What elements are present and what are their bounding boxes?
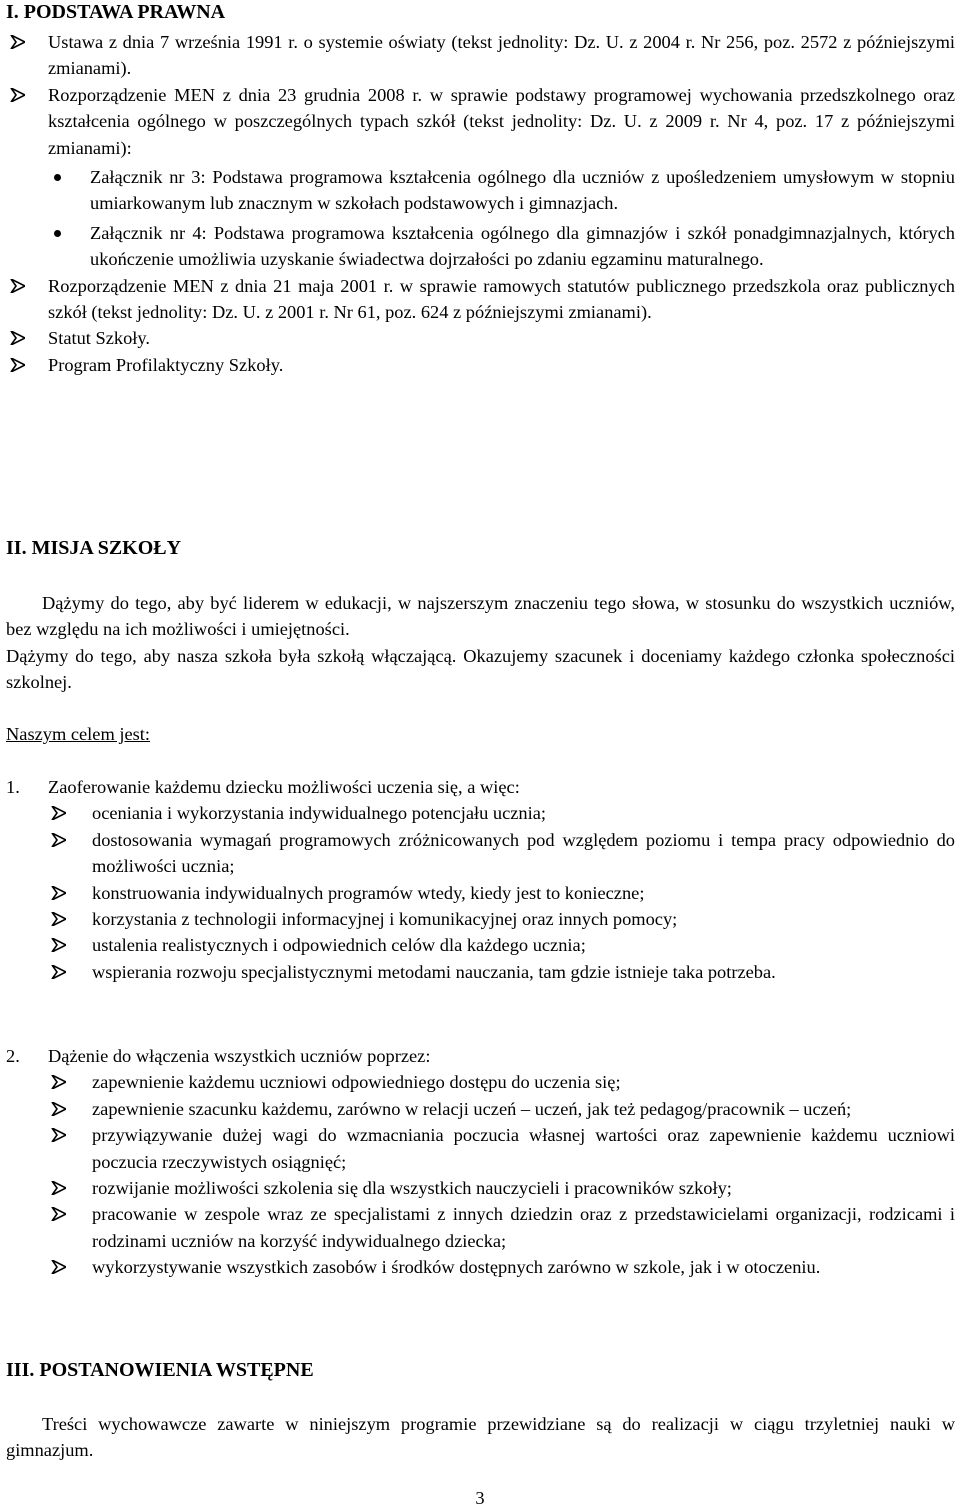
section-heading-preliminary-provisions: III. POSTANOWIENIA WSTĘPNE — [6, 1359, 314, 1381]
arrowhead-icon — [51, 886, 66, 900]
disc-icon — [54, 230, 61, 237]
list-item — [6, 1122, 955, 1175]
arrowhead-icon — [10, 35, 25, 49]
list-item — [6, 29, 955, 82]
arrowhead-icon — [51, 806, 66, 820]
list-item — [6, 325, 955, 351]
list-item-text: ustalenia realistycznych i odpowiednich celów dla każdego ucznia; — [92, 935, 586, 956]
goal-title-row — [6, 1043, 955, 1069]
arrowhead-icon — [51, 1181, 66, 1195]
goal-item-2 — [6, 1043, 955, 1281]
arrowhead-icon — [51, 1075, 66, 1089]
list-item — [6, 1069, 955, 1095]
list-item-text: oceniania i wykorzystania indywidualnego potencjału ucznia; — [92, 803, 546, 824]
section-heading-legal-basis: I. PODSTAWA PRAWNA — [6, 1, 226, 23]
goal-item-1 — [6, 774, 955, 985]
list-item — [6, 352, 955, 378]
sub-list-item-text: Załącznik nr 4: Podstawa programowa kształcenia ogólnego dla gimnazjów i szkół ponadgimnazjalnych, których ukończenie umożliwia uzyskanie świadectwa dojrzałości po zdaniu egzaminu maturalnego. — [90, 222, 955, 270]
goal-number: 1. — [6, 777, 20, 797]
arrowhead-icon — [51, 1128, 66, 1142]
goal-title-row — [6, 774, 955, 800]
arrowhead-icon — [51, 1102, 66, 1116]
paragraph: Dążymy do tego, aby być liderem w edukacji, w najszerszym znaczeniu tego słowa, w stosunku do wszystkich uczniów, bez względu na ich możliwości i umiejętności. — [6, 593, 955, 640]
list-item — [6, 959, 955, 985]
list-item-text: przywiązywanie dużej wagi do wzmacniania poczucia własnej wartości oraz zapewnienie każdemu uczniowi poczucia rzeczywistych osiągnięć; — [92, 1125, 955, 1172]
list-item-text: korzystania z technologii informacyjnej i komunikacyjnej oraz innych pomocy; — [92, 909, 678, 930]
sub-list-item — [6, 220, 955, 273]
paragraph: Dążymy do tego, aby nasza szkoła była szkołą włączającą. Okazujemy szacunek i doceniamy każdego członka społeczności szkolnej. — [6, 645, 955, 693]
arrowhead-icon — [51, 965, 66, 979]
list-item-text: dostosowania wymagań programowych zróżnicowanych pod względem poziomu i tempa pracy odpowiednio do możliwości ucznia; — [92, 829, 955, 877]
arrowhead-icon — [51, 938, 66, 952]
list-item — [6, 1096, 955, 1122]
sub-list-item — [6, 164, 955, 217]
arrowhead-icon — [51, 1260, 66, 1274]
list-item — [6, 82, 955, 161]
list-item-text: Program Profilaktyczny Szkoły. — [48, 354, 284, 375]
list-item-text: Statut Szkoły. — [48, 328, 151, 349]
paragraph: Treści wychowawcze zawarte w niniejszym programie przewidziane są do realizacji w ciągu trzyletniej nauki w gimnazjum. — [6, 1414, 955, 1461]
list-item-text: Rozporządzenie MEN z dnia 21 maja 2001 r. w sprawie ramowych statutów publicznego przedszkola oraz publicznych szkół (tekst jednolity: Dz. U. z 2001 r. Nr 61, poz. 624 z późniejszymi zmianami). — [48, 275, 955, 323]
section-heading-mission: II. MISJA SZKOŁY — [6, 537, 182, 559]
list-item-text: pracowanie w zespole wraz ze specjalistami z innych dziedzin oraz z przedstawicielami organizacji, rodzicami i rodzinami uczniów na korzyść indywidualnego dziecka; — [92, 1204, 955, 1251]
list-item-text: Rozporządzenie MEN z dnia 23 grudnia 2008 r. w sprawie podstawy programowej wychowania przedszkolnego oraz kształcenia ogólnego w poszczególnych typach szkół (tekst jednolity: Dz. U. z 2009 r. Nr 4, poz. 17 z późniejszymi zmianami): — [48, 84, 955, 158]
goal-number: 2. — [6, 1046, 20, 1066]
list-item — [6, 906, 955, 932]
disc-icon — [54, 174, 61, 181]
list-item-text: konstruowania indywidualnych programów wtedy, kiedy jest to konieczne; — [92, 882, 645, 903]
list-item — [6, 880, 955, 906]
goal-title: Dążenie do włączenia wszystkich uczniów poprzez: — [48, 1046, 431, 1066]
list-item-text: wykorzystywanie wszystkich zasobów i środków dostępnych zarówno w szkole, jak i w otoczeniu. — [92, 1257, 821, 1278]
list-item — [6, 827, 955, 880]
list-item-text: rozwijanie możliwości szkolenia się dla wszystkich nauczycieli i pracowników szkoły; — [92, 1178, 732, 1199]
arrowhead-icon — [10, 279, 25, 293]
list-item — [6, 1201, 955, 1254]
list-item — [6, 932, 955, 958]
list-item — [6, 1254, 955, 1280]
list-item — [6, 800, 955, 826]
arrowhead-icon — [10, 331, 25, 345]
legal-basis-list — [6, 29, 955, 378]
sub-list-item-text: Załącznik nr 3: Podstawa programowa kształcenia ogólnego dla uczniów z upośledzeniem umysłowym w stopniu umiarkowanym lub znacznym w szkołach podstawowych i gimnazjach. — [90, 167, 955, 214]
list-item-text: Ustawa z dnia 7 września 1991 r. o systemie oświaty (tekst jednolity: Dz. U. z 2004 r. Nr 256, poz. 2572 z późniejszymi zmianami). — [48, 32, 955, 79]
list-item-text: wspierania rozwoju specjalistycznymi metodami nauczania, tam gdzie istnieje taka potrzeba. — [92, 961, 776, 982]
arrowhead-icon — [10, 88, 25, 102]
mission-text — [6, 590, 955, 696]
arrowhead-icon — [10, 358, 25, 372]
list-item-text: zapewnienie każdemu uczniowi odpowiedniego dostępu do uczenia się; — [92, 1072, 621, 1093]
list-item — [6, 1175, 955, 1201]
arrowhead-icon — [51, 912, 66, 926]
goal-title: Zaoferowanie każdemu dziecku możliwości uczenia się, a więc: — [48, 777, 520, 797]
arrowhead-icon — [51, 1207, 66, 1221]
list-item-text: zapewnienie szacunku każdemu, zarówno w relacji uczeń – uczeń, jak też pedagog/pracownik – uczeń; — [92, 1098, 852, 1119]
arrowhead-icon — [51, 833, 66, 847]
goal-label: Naszym celem jest: — [6, 724, 151, 744]
page-number: 3 — [475, 1488, 485, 1508]
list-item — [6, 273, 955, 326]
